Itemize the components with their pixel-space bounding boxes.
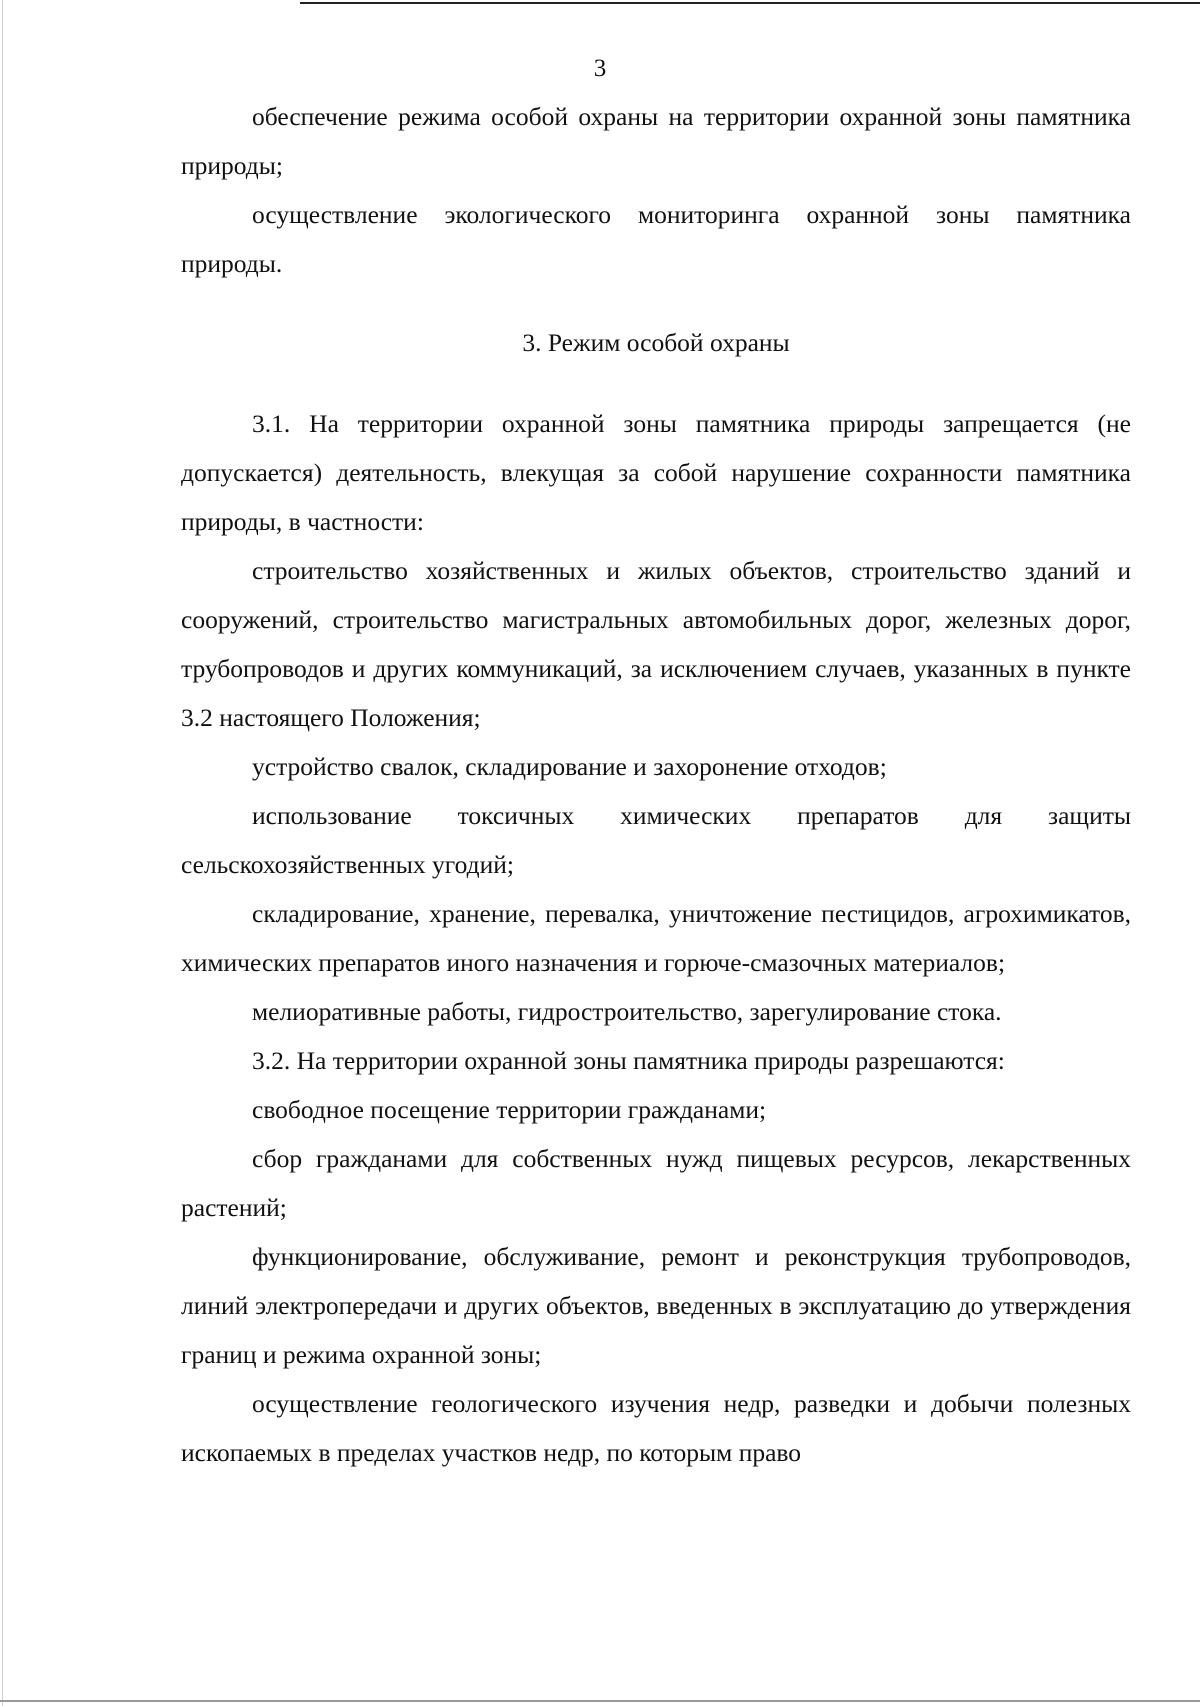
scan-edge-bottom: [0, 1700, 1200, 1702]
page-number: 3: [593, 55, 607, 82]
paragraph: сбор гражданами для собственных нужд пищевых ресурсов, лекарственных растений;: [181, 1144, 1131, 1222]
paragraph: использование токсичных химических препаратов для защиты сельскохозяйственных угодий;: [181, 801, 1131, 879]
paragraph: складирование, хранение, перевалка, уничтожение пестицидов, агрохимикатов, химических препаратов иного назначения и горюче-смазочных материалов;: [181, 899, 1131, 977]
paragraph: функционирование, обслуживание, ремонт и реконструкция трубопроводов, линий электропередачи и других объектов, введенных в эксплуатацию до утверждения границ и режима охранной зоны;: [181, 1242, 1131, 1369]
paragraph: строительство хозяйственных и жилых объектов, строительство зданий и сооружений, строительство магистральных автомобильных дорог, железных дорог, трубопроводов и других коммуникаций, за исключением случаев, указанных в пункте 3.2 настоящего Положения;: [181, 556, 1131, 732]
section-heading: 3. Режим особой охраны: [522, 328, 790, 357]
paragraph: 3.2. На территории охранной зоны памятника природы разрешаются:: [252, 1046, 1005, 1075]
paragraph: 3.1. На территории охранной зоны памятника природы запрещается (не допускается) деятельность, влекущая за собой нарушение сохранности памятника природы, в частности:: [181, 409, 1131, 536]
paragraph: обеспечение режима особой охраны на территории охранной зоны памятника природы;: [181, 102, 1131, 180]
paragraph: свободное посещение территории гражданами;: [252, 1095, 767, 1124]
paragraph: осуществление геологического изучения недр, разведки и добычи полезных ископаемых в пределах участков недр, по которым право: [181, 1389, 1131, 1467]
paragraph: осуществление экологического мониторинга охранной зоны памятника природы.: [181, 200, 1131, 278]
scan-edge-top: [300, 2, 1200, 4]
document-body: [181, 92, 1131, 1477]
paragraph: устройство свалок, складирование и захоронение отходов;: [252, 752, 887, 781]
paragraph: мелиоративные работы, гидростроительство, зарегулирование стока.: [252, 997, 1002, 1026]
scan-edge-left: [2, 0, 3, 1706]
